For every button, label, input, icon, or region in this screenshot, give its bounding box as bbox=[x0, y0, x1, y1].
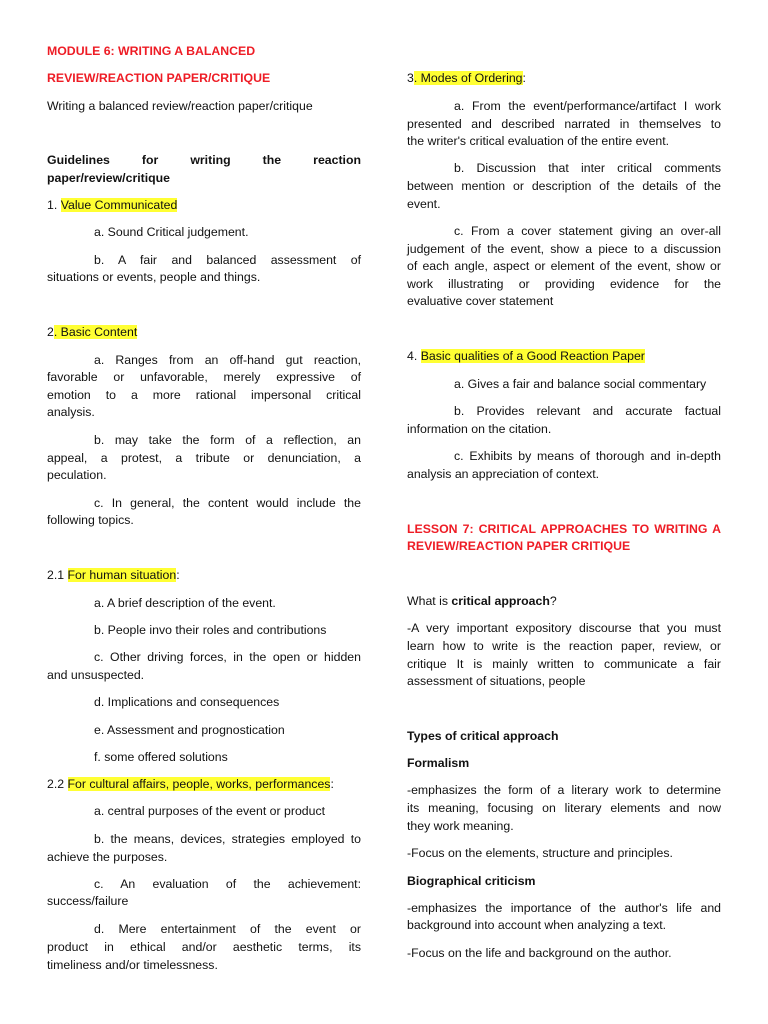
section-3-number: 3 bbox=[407, 71, 414, 85]
s21-item-c-line1: c. Other driving forces, in the open or hidden bbox=[94, 650, 361, 664]
biographical-p1-line1: -emphasizes the importance of the author's life and bbox=[407, 901, 721, 915]
s3-item-b-line1: b. Discussion that inter critical comments bbox=[454, 161, 721, 175]
guidelines-heading-line2: paper/review/critique bbox=[47, 171, 171, 185]
formalism-p1-line3: they work meaning. bbox=[407, 819, 514, 833]
s21-item-c-line2: and unsuspected. bbox=[47, 668, 145, 682]
biographical-heading: Biographical criticism bbox=[407, 874, 536, 888]
formalism-heading: Formalism bbox=[407, 756, 470, 770]
section-2-1-label: For human situation bbox=[67, 568, 177, 582]
s4-item-a: a. Gives a fair and balance social commentary bbox=[454, 377, 707, 391]
formalism-p2: -Focus on the elements, structure and principles. bbox=[407, 846, 673, 860]
s2-item-c-line1: c. In general, the content would include the bbox=[94, 496, 361, 510]
s2-item-a-line2: favorable or unfavorable, merely expressive of bbox=[47, 370, 361, 384]
types-heading: Types of critical approach bbox=[407, 729, 559, 743]
section-2-number: 2 bbox=[47, 325, 54, 339]
biographical-p2: -Focus on the life and background on the author. bbox=[407, 946, 672, 960]
s21-item-d: d. Implications and consequences bbox=[94, 695, 280, 709]
s4-item-b-line1: b. Provides relevant and accurate factual bbox=[454, 404, 721, 418]
section-1-label: Value Communicated bbox=[60, 198, 178, 212]
s3-item-b-line2: between mention or description of the details of the bbox=[407, 179, 721, 193]
s1-item-b-line1: b. A fair and balanced assessment of bbox=[94, 253, 361, 267]
s2-item-c-line2: following topics. bbox=[47, 513, 134, 527]
s22-item-d-line1: d. Mere entertainment of the event or bbox=[94, 922, 361, 936]
s2-item-b-line3: peculation. bbox=[47, 468, 107, 482]
s4-item-c-line1: c. Exhibits by means of thorough and in-depth bbox=[454, 449, 721, 463]
section-4-label: Basic qualities of a Good Reaction Paper bbox=[420, 349, 645, 363]
s2-item-a-line3: emotion to a more rational impersonal critical bbox=[47, 388, 361, 402]
section-4-heading bbox=[407, 348, 721, 366]
s21-item-f: f. some offered solutions bbox=[94, 750, 228, 764]
module-title-line2: REVIEW/REACTION PAPER/CRITIQUE bbox=[47, 71, 271, 85]
s1-item-b-line2: situations or events, people and things. bbox=[47, 270, 261, 284]
s22-item-d-line3: timeliness and/or timelessness. bbox=[47, 958, 218, 972]
section-4-number: 4. bbox=[407, 349, 418, 363]
s3-item-a-line2: presented and described narrated in themselves to bbox=[407, 117, 721, 131]
section-2-2-label: For cultural affairs, people, works, performances bbox=[67, 777, 331, 791]
definition-line4: assessment of situations, people bbox=[407, 674, 586, 688]
formalism-p1-line2: its meaning, focusing on literary elements and now bbox=[407, 801, 721, 815]
section-1-number: 1. bbox=[47, 198, 58, 212]
s3-item-c-line5: evaluative cover statement bbox=[407, 294, 554, 308]
s21-item-e: e. Assessment and prognostication bbox=[94, 723, 285, 737]
lesson-title-line1: LESSON 7: CRITICAL APPROACHES TO WRITING A bbox=[407, 522, 721, 536]
biographical-p1-line2: background into account when analyzing a text. bbox=[407, 918, 667, 932]
s22-item-d-line2: product in ethical and/or aesthetic terms, its bbox=[47, 940, 361, 954]
s21-item-a: a. A brief description of the event. bbox=[94, 596, 276, 610]
s3-item-c-line2: judgement of the event, show a piece to a discussion bbox=[407, 242, 721, 256]
s3-item-a-line3: the writer's critical evaluation of the entire event. bbox=[407, 134, 670, 148]
s3-item-c-line1: c. From a cover statement giving an over-all bbox=[454, 224, 721, 238]
lesson-title-line2: REVIEW/REACTION PAPER CRITIQUE bbox=[407, 539, 631, 553]
s2-item-b-line1: b. may take the form of a reflection, an bbox=[94, 433, 361, 447]
s22-item-a: a. central purposes of the event or product bbox=[94, 804, 326, 818]
s22-item-b-line1: b. the means, devices, strategies employed to bbox=[94, 832, 361, 846]
section-3-label: . Modes of Ordering bbox=[413, 71, 523, 85]
s4-item-c-line2: analysis an appreciation of context. bbox=[407, 467, 600, 481]
section-2-heading bbox=[47, 324, 361, 342]
s3-item-c-line4: work illustrating or providing evidence for the bbox=[407, 277, 721, 291]
s3-item-c-line3: of each angle, aspect or element of the event, show or bbox=[407, 259, 721, 273]
module-title-line1: MODULE 6: WRITING A BALANCED bbox=[47, 44, 256, 58]
s3-item-a-line1: a. From the event/performance/artifact I work bbox=[454, 99, 721, 113]
formalism-p1-line1: -emphasizes the form of a literary work to determine bbox=[407, 783, 721, 797]
s22-item-c-line2: success/failure bbox=[47, 894, 129, 908]
s22-item-b-line2: achieve the purposes. bbox=[47, 850, 168, 864]
s4-item-b-line2: information on the citation. bbox=[407, 422, 552, 436]
s22-item-c-line1: c. An evaluation of the achievement: bbox=[94, 877, 361, 891]
definition-line1: -A very important expository discourse that you must bbox=[407, 621, 721, 635]
s3-item-b-line3: event. bbox=[407, 197, 441, 211]
s21-item-b: b. People invo their roles and contributions bbox=[94, 623, 327, 637]
section-2-label: . Basic Content bbox=[53, 325, 138, 339]
s2-item-a-line1: a. Ranges from an off-hand gut reaction, bbox=[94, 353, 361, 367]
definition-line3: critique It is mainly written to communicate a fair bbox=[407, 657, 721, 671]
guidelines-heading-line1: Guidelines for writing the reaction bbox=[47, 153, 361, 167]
s1-item-a: a. Sound Critical judgement. bbox=[94, 225, 249, 239]
section-3-heading: 3. Modes of Ordering: bbox=[407, 71, 526, 85]
s2-item-b-line2: appeal, a protest, a tribute or denunciation, a bbox=[47, 451, 361, 465]
module-subtitle: Writing a balanced review/reaction paper/critique bbox=[47, 99, 313, 113]
section-1-heading bbox=[47, 197, 361, 215]
definition-line2: learn how to write is the reaction paper, review, or bbox=[407, 639, 721, 653]
section-2-2-heading: 2.2 For cultural affairs, people, works, performances: bbox=[47, 777, 334, 791]
section-2-1-heading: 2.1 For human situation: bbox=[47, 568, 180, 582]
s2-item-a-line4: analysis. bbox=[47, 405, 95, 419]
critical-approach-question: What is critical approach? bbox=[407, 594, 557, 608]
